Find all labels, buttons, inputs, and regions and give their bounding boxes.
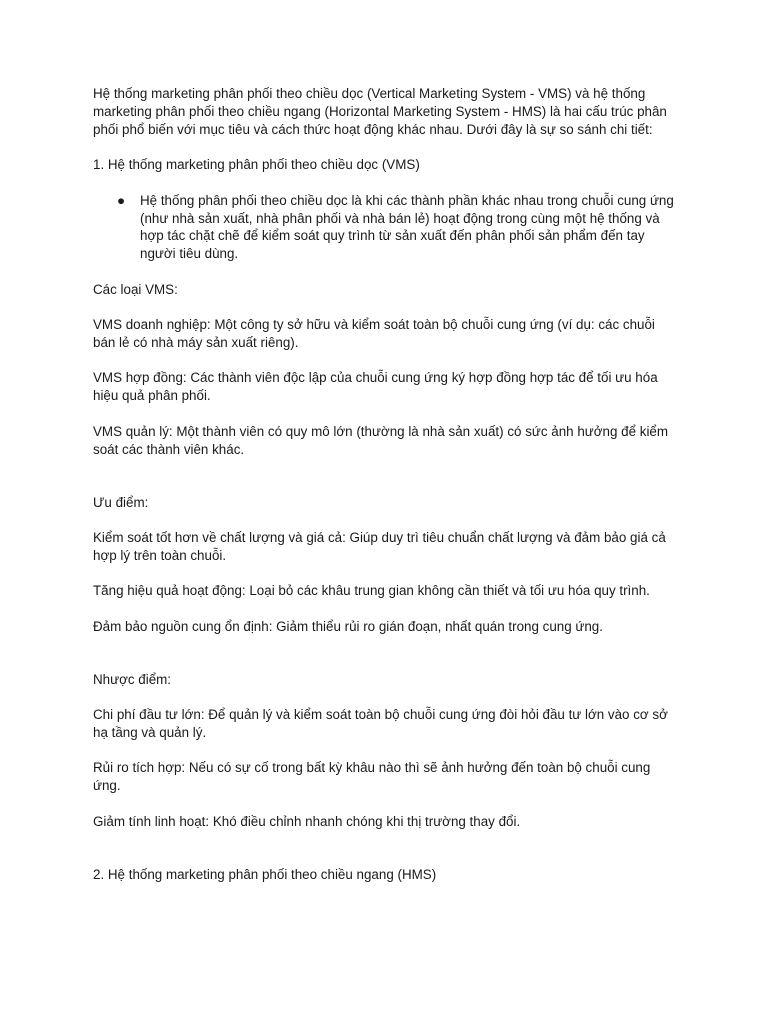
disadvantages-heading: Nhược điểm: (93, 671, 172, 687)
vms-type-corporate: VMS doanh nghiệp: Một công ty sở hữu và kiểm soát toàn bộ chuỗi cung ứng (ví dụ: các chuỗi bán lẻ có nhà máy sản xuất riêng). (93, 317, 655, 351)
disadvantage-investment-cost: Chi phí đầu tư lớn: Để quản lý và kiểm soát toàn bộ chuỗi cung ứng đòi hỏi đầu tư lớn vào cơ sở hạ tầng và quản lý. (93, 707, 668, 740)
disadvantage-reduced-flexibility: Giảm tính linh hoạt: Khó điều chỉnh nhanh chóng khi thị trường thay đổi. (93, 813, 521, 829)
advantage-efficiency: Tăng hiệu quả hoạt động: Loại bỏ các khâu trung gian không cần thiết và tối ưu hóa quy trình. (93, 583, 650, 599)
intro-paragraph: Hệ thống marketing phân phối theo chiều dọc (Vertical Marketing System - VMS) và hệ thống marketing phân phối theo chiều ngang (Horizontal Marketing System - HMS) là hai cấu trúc phân phối phổ biến với mục tiêu và cách thức hoạt động khác nhau. Dưới đây là sự so sánh chi tiết: (93, 86, 667, 137)
vms-definition-text: Hệ thống phân phối theo chiều dọc là khi các thành phần khác nhau trong chuỗi cung ứng (như nhà sản xuất, nhà phân phối và nhà bán lẻ) hoạt động trong cùng một hệ thống và hợp tác chặt chẽ để kiểm soát quy trình từ sản xuất đến phân phối sản phẩm đến tay người tiêu dùng. (140, 192, 674, 262)
advantage-quality-control: Kiểm soát tốt hơn về chất lượng và giá cả: Giúp duy trì tiêu chuẩn chất lượng và đảm bảo giá cả hợp lý trên toàn chuỗi. (93, 530, 666, 563)
vms-type-administered: VMS quản lý: Một thành viên có quy mô lớn (thường là nhà sản xuất) có sức ảnh hưởng để kiểm soát các thành viên khác. (93, 423, 669, 457)
section-1-heading: 1. Hệ thống marketing phân phối theo chiều dọc (VMS) (93, 157, 420, 173)
vms-type-contractual: VMS hợp đồng: Các thành viên độc lập của chuỗi cung ứng ký hợp đồng hợp tác để tối ưu hóa hiệu quả phân phối. (93, 370, 658, 404)
list-item (117, 192, 676, 264)
vms-types-heading: Các loại VMS: (93, 281, 178, 297)
section-2-heading: 2. Hệ thống marketing phân phối theo chiều ngang (HMS) (93, 866, 437, 882)
advantages-heading: Ưu điểm: (93, 494, 149, 510)
section-1-bullet-list (93, 192, 676, 264)
disadvantage-integration-risk: Rủi ro tích hợp: Nếu có sự cố trong bất kỳ khâu nào thì sẽ ảnh hưởng đến toàn bộ chuỗi cung ứng. (93, 760, 651, 794)
bullet-icon: ● (117, 192, 126, 208)
advantage-stable-supply: Đảm bảo nguồn cung ổn định: Giảm thiểu rủi ro gián đoạn, nhất quán trong cung ứng. (93, 618, 603, 634)
